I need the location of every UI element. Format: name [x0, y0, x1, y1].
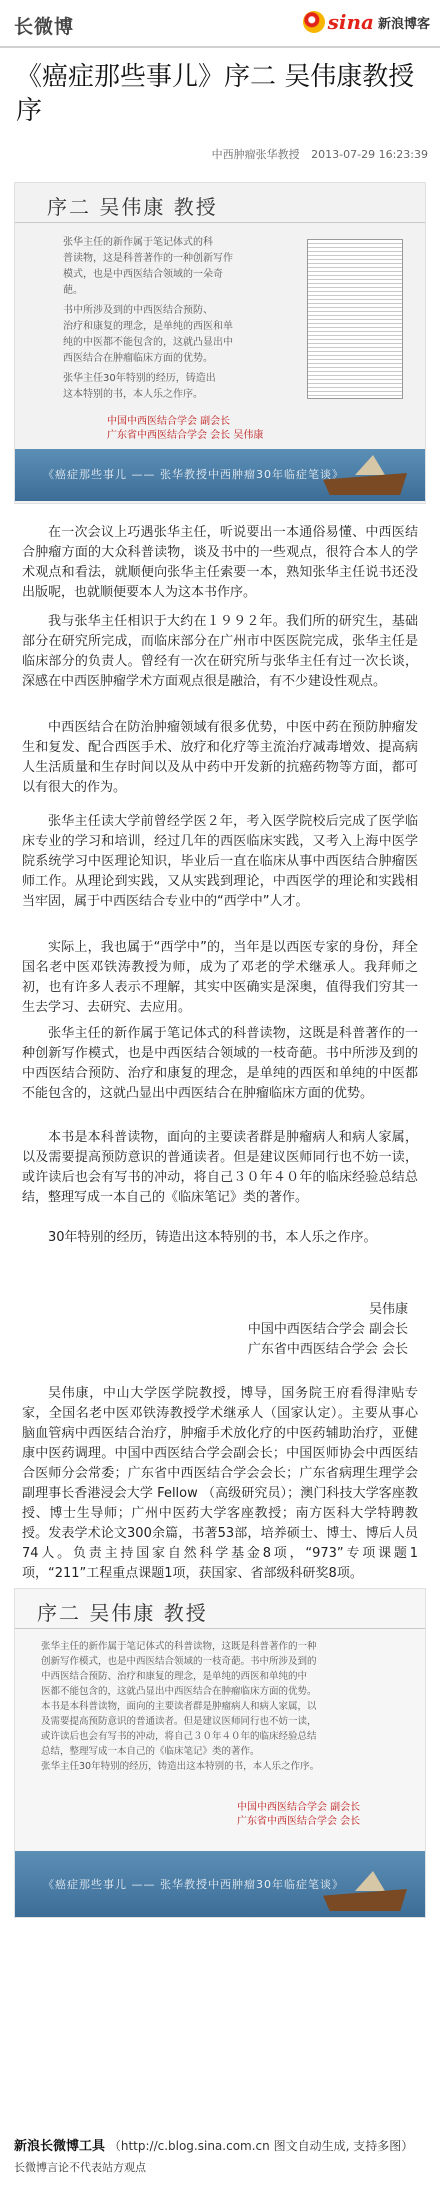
signature-name: 吴伟康 [368, 1302, 408, 1317]
figure-line: 葩。 [63, 285, 83, 296]
paragraph: 30年特别的经历，铸造出这本特别的书，本人乐之作序。 [48, 1230, 377, 1245]
preface-image-2 [14, 1588, 426, 1918]
figure-heading-bar [15, 183, 425, 223]
figure-line: 书中所涉及到的中西医结合预防、 [63, 305, 213, 316]
figure-line: 普读物，这是科普著作的一种创新写作 [63, 253, 233, 264]
paragraph: 实际上，我也属于“西学中”的，当年是以西医专家的身份，拜全国名老中医邓铁涛教授为师，成为了邓老的学术继承人。我拜师之初，也有许多人表示不理解，其实中医确实是深奥，值得我们穷其一生去学习、去研究、去应用。 [22, 940, 418, 1015]
article-date: 2013-07-29 16:23:39 [311, 148, 428, 161]
top-bar [0, 0, 440, 48]
logo-subtitle: 新浪博客 [377, 16, 430, 32]
book-banner [15, 1851, 425, 1917]
author-bio: 吴伟康，中山大学医学院教授，博导，国务院王府看得津贴专家，全国名老中医邓铁涛教授学术继承人（国家认定）。主要从事心脑血管病中西医结合治疗，肿瘤手术放化疗的中医药辅助治疗，亚健康中医药调理。中国中西医结合学会副会长；中国医师协会中西医结合医师分会常委；广东省中西医结合学会会长；广东省病理生理学会副理事长香港浸会大学 Fellow （高级研究员）；澳门科技大学客座教授、博士生导师；广州中医药大学客座教授；南方医科大学特聘教授。发表学术论文300余篇，书著53部，培养硕士、博士、博后人员74人。负责主持国家自然科学基金8项，“973”专项课题1项，“211”工程重点课题1项，获国家、省部级科研奖8项。 [22, 1386, 418, 1581]
article-meta [204, 146, 428, 162]
figure-line: 或许读后也会有写书的冲动，将自己３０年４０年的临床经验总结 [41, 1731, 317, 1742]
figure-signature [237, 1801, 360, 1829]
figure-line: 中西医结合预防、治疗和康复的理念，是单纯的西医和单纯的中 [41, 1671, 308, 1682]
figure-signature [107, 415, 263, 443]
figure-sign-line: 广东省中西医结合学会 会长 吴伟康 [107, 430, 264, 441]
footer-disclaimer: 长微博言论不代表站方观点 [14, 2161, 146, 2174]
tool-name-link[interactable]: 新浪长微博工具 [14, 2139, 106, 2154]
paragraph: 在一次会议上巧遇张华主任，听说要出一本通俗易懂、中西医结合肿瘤方面的大众科普读物，谈及书中的一些观点，很符合本人的学术观点和看法，就顺便向张华主任索要一本，熟知张华主任说书还没出版呢，也就顺便要本人为这本书作序。 [22, 525, 418, 600]
figure-sign-line: 中国中西医结合学会 副会长 [237, 1802, 361, 1813]
figure-line: 及需要提高预防意识的普通读者。但是建议医师同行也不妨一读， [41, 1716, 317, 1727]
figure-line: 西医结合在肿瘤临床方面的优势。 [63, 353, 213, 364]
paragraph: 张华主任的新作属于笔记体式的科普读物，这既是科普著作的一种创新写作模式，也是中西医结合领域的一枝奇葩。书中所涉及到的中西医结合预防、治疗和康复的理念，是单纯的西医和单纯的中医都不能包含的，这就凸显出中西医结合在肿瘤临床方面的优势。 [22, 1026, 418, 1101]
paragraph: 张华主任读大学前曾经学医２年，考入医学院校后完成了医学临床专业的学习和培训，经过几年的西医临床实践，又考入上海中医学院系统学习中医理论知识，毕业后一直在临床从事中西医结合肿瘤医师工作。从理论到实践，又从实践到理论，中西医学的理论和实践相当牢固，属于中西医结合专业中的“西学中”人才。 [22, 814, 418, 909]
figure-sign-line: 广东省中西医结合学会 会长 [237, 1816, 361, 1827]
ship-icon [355, 455, 385, 475]
tool-url: （http://c.blog.sina.com.cn 图文自动生成, 支持多图） [108, 2139, 414, 2153]
paragraph: 我与张华主任相识于大约在１９９２年。我们所的研究生，基础部分在研究所完成，而临床部分在广州市中医医院完成，张华主任是临床部分的负责人。曾经有一次在研究所与张华主任有过一次长谈，深感在中西医肿瘤学术方面观点很是融洽，有不少建设性观点。 [22, 614, 418, 689]
sina-eye-icon [303, 11, 325, 33]
figure-heading: 序二 吴伟康 教授 [47, 195, 218, 219]
figure-heading: 序二 吴伟康 教授 [37, 1601, 208, 1625]
signature-block [248, 1300, 408, 1360]
figure-line: 本书是本科普读物，面向的主要读者群是肿瘤病人和病人家属，以 [41, 1701, 317, 1712]
figure-line: 医都不能包含的，这就凸显出中西医结合在肿瘤临床方面的优势。 [41, 1686, 317, 1697]
figure-line: 张华主任的新作属于笔记体式的科普读物，这既是科普著作的一种 [41, 1641, 317, 1652]
figure-line: 这本特别的书，本人乐之作序。 [63, 389, 203, 400]
figure-line: 治疗和康复的理念，是单纯的西医和单 [63, 321, 233, 332]
figure-line: 总结，整理写成一本自己的《临床笔记》类的著作。 [41, 1746, 260, 1757]
figure-body-text [63, 235, 283, 403]
article-title: 《癌症那些事儿》序二 吴伟康教授序 [16, 62, 415, 126]
figure-line: 模式，也是中西医结合领域的一朵奇 [63, 269, 223, 280]
banner-text: 《癌症那些事儿 —— 张华教授中西肿瘤30年临症笔谈》 [43, 468, 344, 481]
logo-text: sina [327, 10, 374, 34]
preface-image-1 [14, 182, 426, 504]
signature-org: 广东省中西医结合学会 会长 [247, 1342, 408, 1357]
sina-blog-logo[interactable] [303, 10, 430, 34]
figure-line: 张华主任的新作属于笔记体式的科 [63, 237, 213, 248]
brand-title: 长微博 [14, 16, 75, 38]
figure-sign-line: 中国中西医结合学会 副会长 [107, 416, 231, 427]
figure-heading-bar [15, 1589, 425, 1629]
figure-line: 张华主任30年特别的经历，铸造出这本特别的书，本人乐之作序。 [41, 1761, 320, 1772]
book-banner [15, 449, 425, 501]
book-page-thumbnail [307, 239, 403, 399]
figure-body-text [41, 1639, 413, 1774]
figure-line: 创新写作模式，也是中西医结合领域的一枝奇葩。书中所涉及到的 [41, 1656, 317, 1667]
article-author[interactable]: 中西肿瘤张华教授 [211, 148, 300, 161]
figure-line: 张华主任30年特别的经历，铸造出 [63, 373, 216, 384]
paragraph: 本书是本科普读物，面向的主要读者群是肿瘤病人和病人家属，以及需要提高预防意识的普通读者。但是建议医师同行也不妨一读，或许读后也会有写书的冲动，将自己３０年４０年的临床经验总结总结，整理写成一本自己的《临床笔记》类的著作。 [22, 1130, 418, 1205]
footer-tool [14, 2135, 413, 2154]
banner-text: 《癌症那些事儿 —— 张华教授中西肿瘤30年临症笔谈》 [43, 1878, 344, 1891]
figure-line: 纯的中医都不能包含的，这就凸显出中 [63, 337, 233, 348]
boat-icon [323, 1889, 407, 1911]
paragraph: 中西医结合在防治肿瘤领域有很多优势，中医中药在预防肿瘤发生和复发、配合西医手术、放疗和化疗等主流治疗减毒增效、提高病人生活质量和生存时间以及从中药中开发新的抗癌药物等方面，都可以有很大的作为。 [22, 720, 418, 795]
signature-org: 中国中西医结合学会 副会长 [247, 1322, 408, 1337]
ship-icon [355, 1871, 385, 1891]
